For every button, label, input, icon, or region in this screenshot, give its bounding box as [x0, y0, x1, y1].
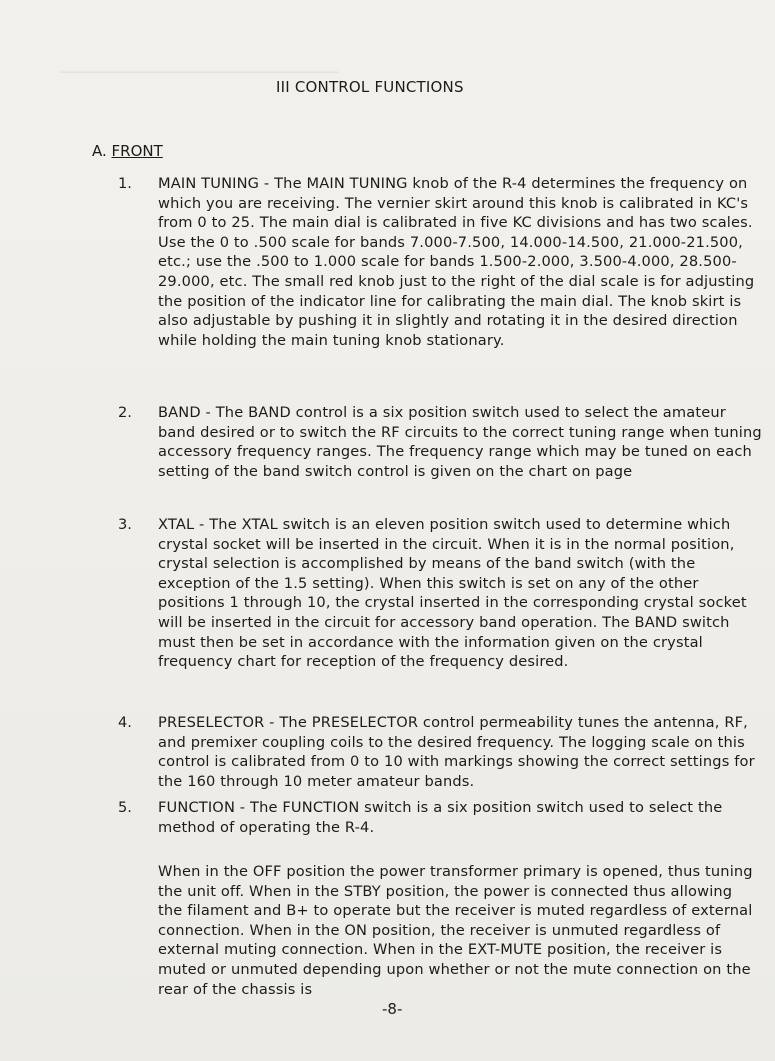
list-item-main-tuning: [118, 174, 763, 350]
list-item-function: [118, 798, 763, 837]
page-title: III CONTROL FUNCTIONS: [276, 78, 464, 96]
item-text: PRESELECTOR - The PRESELECTOR control permeability tunes the antenna, RF, and premixer coupling coils to the desired frequency. The logging scale on this control is calibrated from 0 to 10 with markings showing the correct settings for the 160 through 10 meter amateur bands.: [158, 714, 755, 790]
item-text: MAIN TUNING - The MAIN TUNING knob of the R-4 determines the frequency on which you are receiving. The vernier skirt around this knob is calibrated in KC's from 0 to 25. The main dial is calibrated in five KC divisions and has two scales. Use the 0 to .500 scale for bands 7.000-7.500, 14.000-14.500, 21.000-21.500, etc.; use the .500 to 1.000 scale for bands 1.500-2.000, 3.500-4.000, 28.500-29.000, etc. The small red knob just to the right of the dial scale is for adjusting the position of the indicator line for calibrating the main dial. The knob skirt is also adjustable by pushing it in slightly and rotating it in the desired direction while holding the main tuning knob stationary.: [158, 175, 755, 349]
section-label: FRONT: [111, 142, 163, 160]
item-number: 1.: [118, 175, 132, 192]
list-item-xtal: [118, 515, 763, 672]
continuation-paragraph: When in the OFF position the power transformer primary is opened, thus tuning the unit off. When in the STBY position, the power is connected thus allowing the filament and B+ to operate but the receiver is muted regardless of external connection. When in the ON position, the receiver is unmuted regardless of external muting connection. When in the EXT-MUTE position, the receiver is muted or unmuted depending upon whether or not the mute connection on the rear of the chassis is: [158, 863, 753, 998]
item-text: BAND - The BAND control is a six position switch used to select the amateur band desired or to switch the RF circuits to the correct tuning range when tuning accessory frequency ranges. The frequency range which may be tuned on each setting of the band switch control is given on the chart on page: [158, 404, 762, 480]
page-number: -8-: [382, 1000, 403, 1018]
item-number: 3.: [118, 516, 132, 533]
item-number: 2.: [118, 404, 132, 421]
section-letter: A.: [92, 142, 107, 160]
list-item-preselector: [118, 713, 763, 791]
list-item-band: [118, 403, 763, 481]
item-number: 4.: [118, 714, 132, 731]
item-text: FUNCTION - The FUNCTION switch is a six position switch used to select the method of operating the R-4.: [158, 799, 723, 836]
section-heading: [92, 142, 163, 160]
item-text: XTAL - The XTAL switch is an eleven position switch used to determine which crystal socket will be inserted in the circuit. When it is in the normal position, crystal selection is accomplished by means of the band switch (with the exception of the 1.5 setting). When this switch is set on any of the other positions 1 through 10, the crystal inserted in the corresponding crystal socket will be inserted in the circuit for accessory band operation. The BAND switch must then be set in accordance with the information given on the crystal frequency chart for reception of the frequency desired.: [158, 516, 747, 671]
item-number: 5.: [118, 799, 132, 816]
bleed-through: ─────────────────────────────────: [60, 65, 339, 81]
